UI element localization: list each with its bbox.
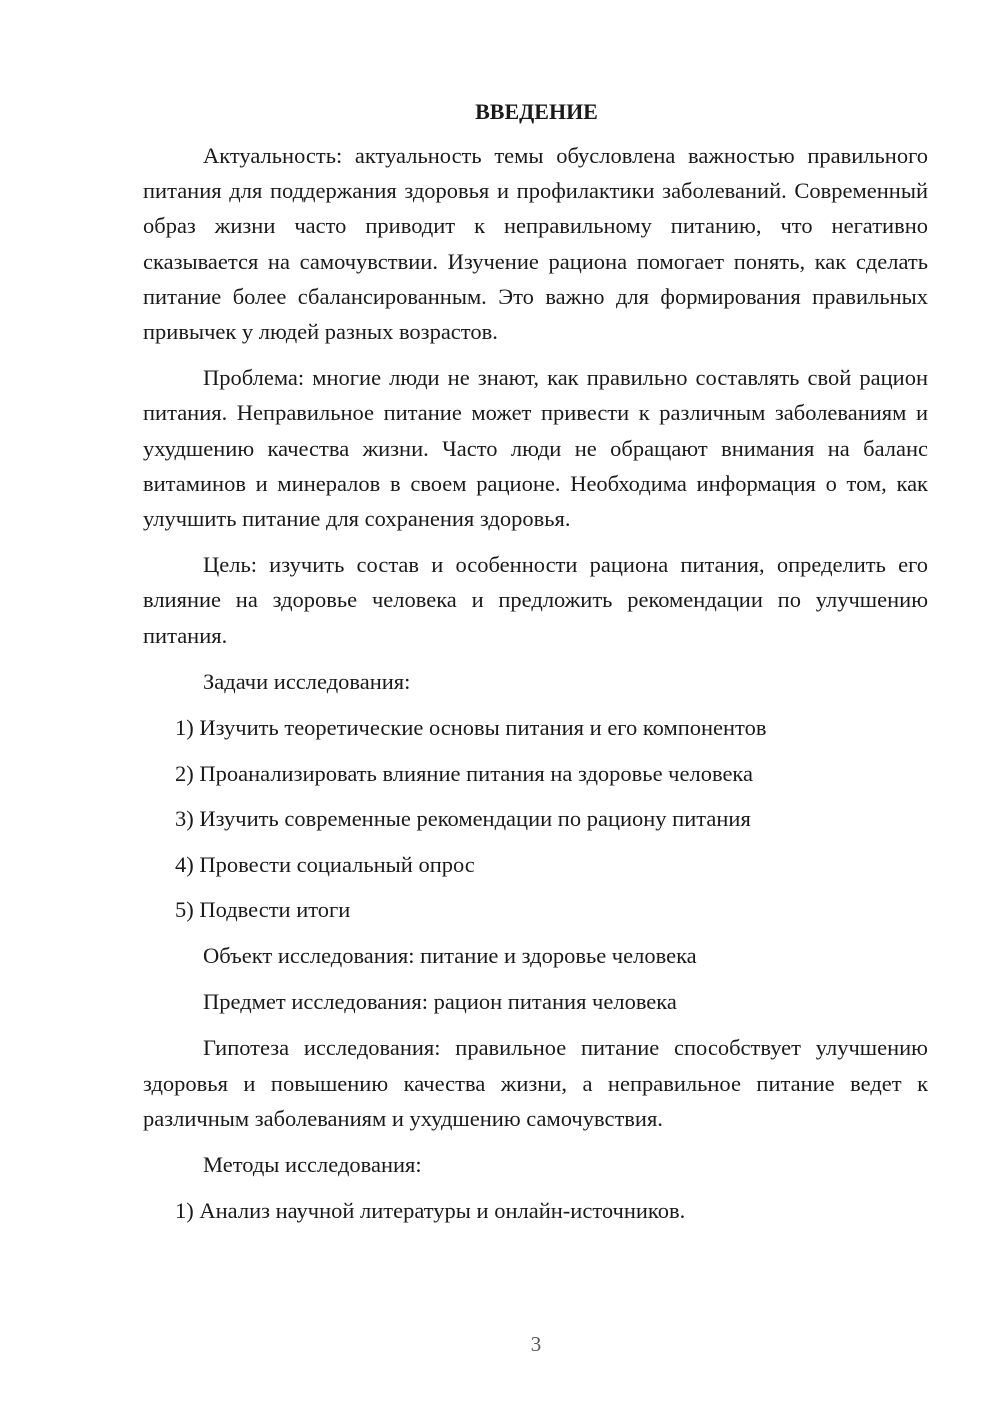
list-item: 1) Анализ научной литературы и онлайн-источников. [175,1198,686,1224]
research-object: Объект исследования: питание и здоровье человека [203,943,697,969]
hypothesis-paragraph: Гипотеза исследования: правильное питание способствует улучшению здоровья и повышению качества жизни, а неправильное питание ведет к различным заболеваниям и ухудшению самочувствия. [143,1035,928,1131]
tasks-list [143,710,928,928]
list-item: 3) Изучить современные рекомендации по рациону питания [175,806,751,832]
section-title: ВВЕДЕНИЕ [475,99,598,124]
list-item: 5) Подвести итоги [175,897,351,923]
goal-paragraph: Цель: изучить состав и особенности рациона питания, определить его влияние на здоровье человека и предложить рекомендации по улучшению питания. [143,552,928,648]
relevance-paragraph: Актуальность: актуальность темы обусловлена важностью правильного питания для поддержания здоровья и профилактики заболеваний. Современный образ жизни часто приводит к неправильному питанию, что негативно сказывается на самочувствии. Изучение рациона помогает понять, как сделать питание более сбалансированным. Это важно для формирования правильных привычек у людей разных возрастов. [143,143,928,345]
problem-paragraph: Проблема: многие люди не знают, как правильно составлять свой рацион питания. Неправильное питание может привести к различным заболеваниям и ухудшению качества жизни. Часто люди не обращают внимания на баланс витаминов и минералов в своем рационе. Необходима информация о том, как улучшить питание для сохранения здоровья. [143,365,928,532]
methods-list [143,1193,928,1228]
methods-heading: Методы исследования: [203,1152,422,1178]
list-item: 4) Провести социальный опрос [175,851,475,877]
list-item: 1) Изучить теоретические основы питания и его компонентов [175,715,767,741]
research-subject: Предмет исследования: рацион питания человека [203,989,677,1015]
tasks-heading: Задачи исследования: [203,668,411,694]
page-number: 3 [530,1332,542,1356]
page-content [143,97,928,1239]
list-item: 2) Проанализировать влияние питания на здоровье человека [175,760,754,786]
